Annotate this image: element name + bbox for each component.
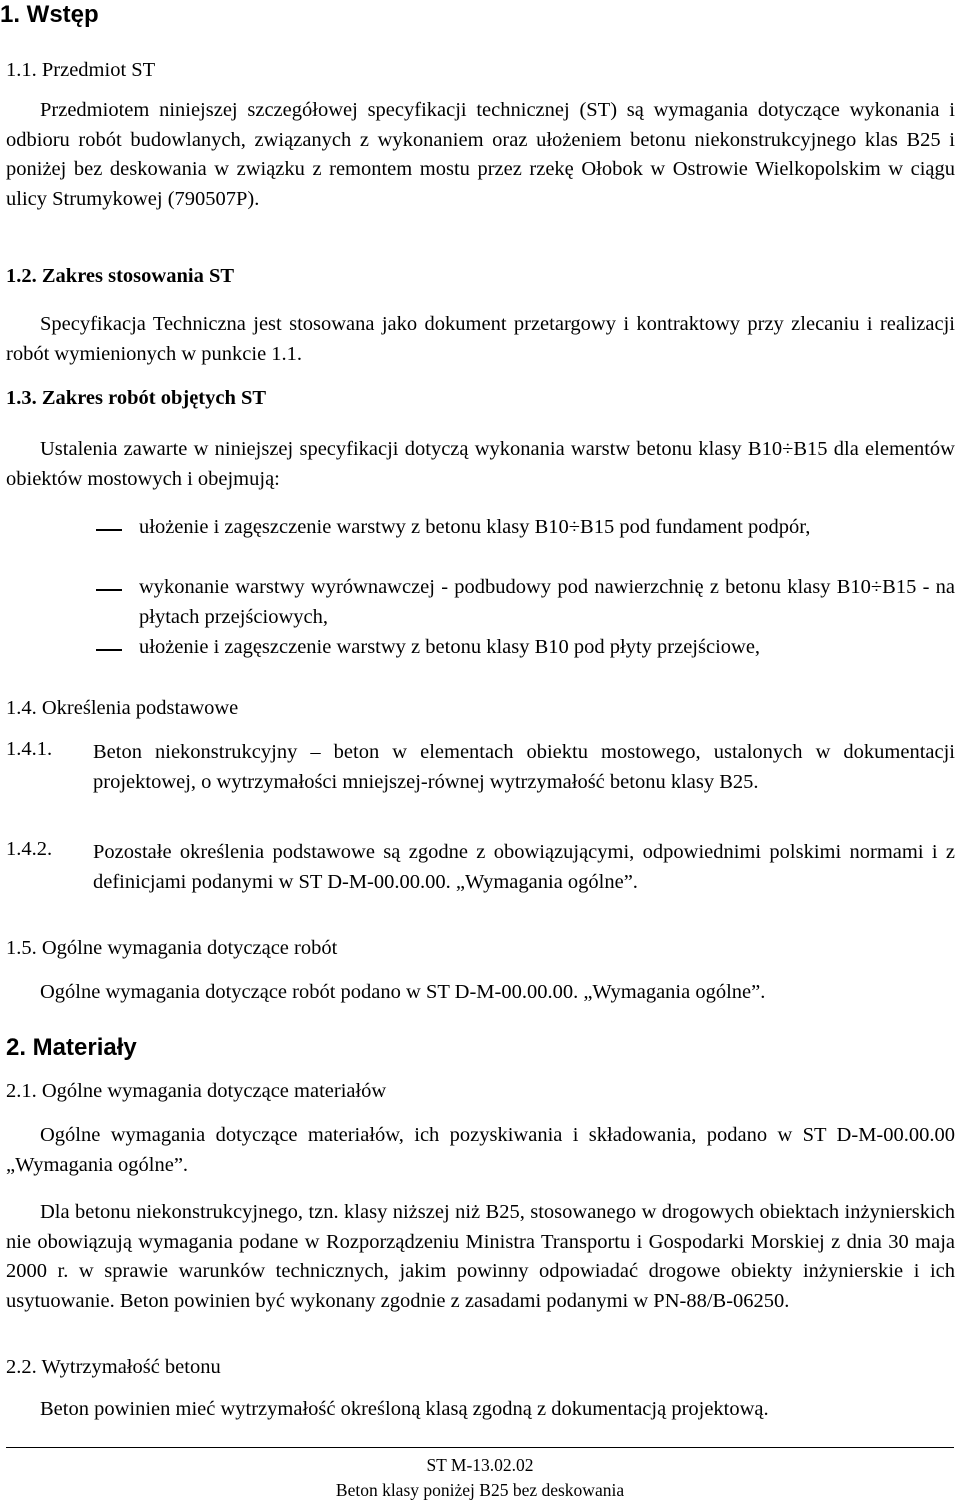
section-1-1-text: Przedmiotem niniejszej szczegółowej specyfikacji technicznej (ST) są wymagania dotyczące wykonania i odbioru robót budowlanych, związanych z wykonaniem oraz ułożeniem betonu niekonstrukcyjnego klas B25 i poniżej bez deskowania w związku z remontem mostu przez rzekę Ołobok w Ostrowie Wielkopolskim w ciągu ulicy Strumykowej (790507P). [6, 99, 955, 210]
dash-bullet [96, 649, 122, 651]
section-1-2-title: 1.2. Zakres stosowania ST [6, 265, 235, 287]
section-1-5-title: 1.5. Ogólne wymagania dotyczące robót [6, 937, 338, 959]
definition-number: 1.4.2. [6, 838, 53, 860]
dash-bullet [96, 589, 122, 591]
section-1-4-title: 1.4. Określenia podstawowe [6, 697, 239, 719]
list-item: ułożenie i zagęszczenie warstwy z betonu klasy B10 pod płyty przejściowe, [139, 636, 761, 658]
dash-bullet [96, 529, 122, 531]
footer-title: Beton klasy poniżej B25 bez deskowania [335, 1480, 625, 1500]
section-2-title: 2. Materiały [6, 1034, 137, 1061]
section-2-1-title: 2.1. Ogólne wymagania dotyczące materiałów [6, 1080, 387, 1102]
list-item: ułożenie i zagęszczenie warstwy z betonu klasy B10÷B15 pod fundament podpór, [139, 516, 811, 538]
section-2-2-text: Beton powinien mieć wytrzymałość określoną klasą zgodną z dokumentacją projektową. [40, 1398, 769, 1420]
section-1-5-text: Ogólne wymagania dotyczące robót podano w ST D-M-00.00.00. „Wymagania ogólne”. [40, 981, 766, 1003]
definition-number: 1.4.1. [6, 738, 53, 760]
footer-code: ST M-13.02.02 [426, 1455, 534, 1475]
section-1-title: 1. Wstęp [0, 1, 99, 28]
section-1-1-title: 1.1. Przedmiot ST [6, 59, 156, 81]
footer-divider [6, 1447, 954, 1448]
section-1-2-text: Specyfikacja Techniczna jest stosowana jako dokument przetargowy i kontraktowy przy zlecaniu i realizacji robót wymienionych w punkcie 1.1. [6, 313, 955, 365]
section-1-3-title: 1.3. Zakres robót objętych ST [6, 387, 267, 409]
definition-text: Beton niekonstrukcyjny – beton w elementach obiektu mostowego, ustalonych w dokumentacji projektowej, o wytrzymałości mniejszej-równej wytrzymałość betonu klasy B25. [93, 741, 955, 793]
list-item: wykonanie warstwy wyrównawczej - podbudowy pod nawierzchnię z betonu klasy B10÷B15 - na płytach przejściowych, [139, 576, 955, 628]
section-1-3-text: Ustalenia zawarte w niniejszej specyfikacji dotyczą wykonania warstw betonu klasy B10÷B15 dla elementów obiektów mostowych i obejmują: [6, 438, 955, 490]
section-2-1-text-2: Dla betonu niekonstrukcyjnego, tzn. klasy niższej niż B25, stosowanego w drogowych obiektach inżynierskich nie obowiązują wymagania podane w Rozporządzeniu Ministra Transportu i Gospodarki Morskiej z dnia 30 maja 2000 r. w sprawie warunków technicznych, jakim powinny odpowiadać drogowe obiekty inżynierskie i ich usytuowanie. Beton powinien być wykonany zgodnie z zasadami podanymi w PN-88/B-06250. [6, 1201, 955, 1312]
section-2-2-title: 2.2. Wytrzymałość betonu [6, 1356, 221, 1378]
definition-text: Pozostałe określenia podstawowe są zgodne z obowiązującymi, odpowiednimi polskimi normami i z definicjami podanymi w ST D-M-00.00.00. „Wymagania ogólne”. [93, 841, 955, 893]
section-2-1-text: Ogólne wymagania dotyczące materiałów, ich pozyskiwania i składowania, podano w ST D-M-00.00.00 „Wymagania ogólne”. [6, 1124, 955, 1176]
